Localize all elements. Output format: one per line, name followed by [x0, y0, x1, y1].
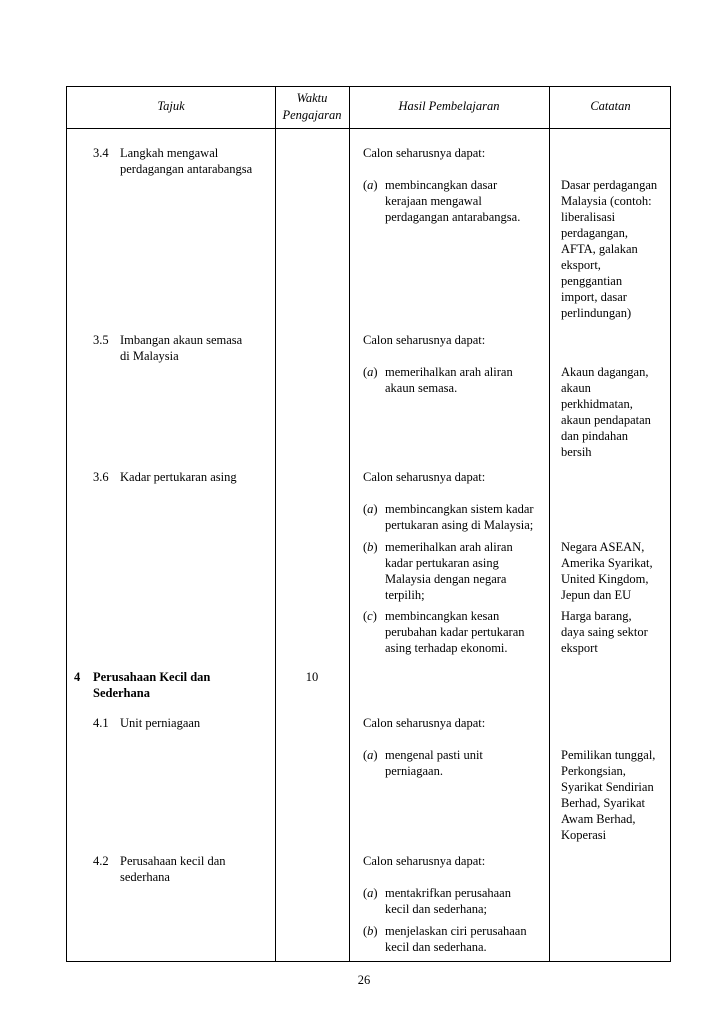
note-text: Perkongsian, — [561, 764, 626, 778]
item-text: mengenal pasti unit — [385, 748, 483, 762]
item-text: pertukaran asing di Malaysia; — [385, 518, 534, 532]
note-text: perkhidmatan, — [561, 397, 633, 411]
topic-title: sederhana — [120, 870, 170, 884]
item-label: (a) — [363, 365, 378, 379]
teaching-time: 10 — [305, 670, 319, 684]
note-text: Syarikat Sendirian — [561, 780, 654, 794]
column-divider — [275, 87, 276, 961]
note-text: Harga barang, — [561, 609, 632, 623]
note-text: United Kingdom, — [561, 572, 649, 586]
topic-number: 4.1 — [93, 716, 109, 730]
learning-outcome-intro: Calon seharusnya dapat: — [363, 716, 486, 730]
item-text: kadar pertukaran asing — [385, 556, 499, 570]
note-text: penggantian — [561, 274, 623, 288]
item-text: kecil dan sederhana; — [385, 902, 488, 916]
note-text: Awam Berhad, — [561, 812, 636, 826]
header-catatan: Catatan — [590, 99, 631, 113]
note-text: Amerika Syarikat, — [561, 556, 653, 570]
topic-number: 4.2 — [93, 854, 109, 868]
header-waktu-line2: Pengajaran — [282, 108, 342, 122]
note-text: akaun pendapatan — [561, 413, 651, 427]
item-text: akaun semasa. — [385, 381, 458, 395]
note-text: akaun — [561, 381, 591, 395]
item-text: kecil dan sederhana. — [385, 940, 487, 954]
topic-title: Langkah mengawal — [120, 146, 219, 160]
item-label: (a) — [363, 748, 378, 762]
learning-outcome-intro: Calon seharusnya dapat: — [363, 854, 486, 868]
note-text: Akaun dagangan, — [561, 365, 649, 379]
section-title: Sederhana — [93, 686, 150, 700]
note-text: eksport — [561, 641, 598, 655]
item-text: perniagaan. — [385, 764, 443, 778]
note-text: bersih — [561, 445, 592, 459]
item-text: perubahan kadar pertukaran — [385, 625, 525, 639]
header-waktu-line1: Waktu — [296, 91, 328, 105]
topic-number: 3.5 — [93, 333, 109, 347]
item-label: (a) — [363, 886, 378, 900]
item-text: membincangkan sistem kadar — [385, 502, 534, 516]
item-text: membincangkan kesan — [385, 609, 500, 623]
item-text: memerihalkan arah aliran — [385, 365, 513, 379]
note-text: import, dasar — [561, 290, 627, 304]
note-text: AFTA, galakan — [561, 242, 638, 256]
topic-title: perdagangan antarabangsa — [120, 162, 253, 176]
note-text: perlindungan) — [561, 306, 632, 320]
note-text: dan pindahan — [561, 429, 628, 443]
learning-outcome-intro: Calon seharusnya dapat: — [363, 470, 486, 484]
note-text: Jepun dan EU — [561, 588, 632, 602]
header-divider — [67, 128, 670, 129]
item-label: (b) — [363, 924, 378, 938]
topic-number: 3.6 — [93, 470, 109, 484]
item-text: membincangkan dasar — [385, 178, 498, 192]
note-text: Koperasi — [561, 828, 607, 842]
topic-title: Perusahaan kecil dan — [120, 854, 226, 868]
note-text: Malaysia (contoh: — [561, 194, 652, 208]
item-text: Malaysia dengan negara — [385, 572, 507, 586]
item-text: perdagangan antarabangsa. — [385, 210, 521, 224]
note-text: eksport, — [561, 258, 601, 272]
note-text: Berhad, Syarikat — [561, 796, 646, 810]
note-text: liberalisasi — [561, 210, 616, 224]
item-label: (c) — [363, 609, 377, 623]
syllabus-table — [66, 86, 671, 962]
learning-outcome-intro: Calon seharusnya dapat: — [363, 146, 486, 160]
learning-outcome-intro: Calon seharusnya dapat: — [363, 333, 486, 347]
topic-title: Unit perniagaan — [120, 716, 201, 730]
item-label: (a) — [363, 178, 378, 192]
section-number: 4 — [74, 670, 81, 684]
item-label: (b) — [363, 540, 378, 554]
item-text: asing terhadap ekonomi. — [385, 641, 508, 655]
item-text: kerajaan mengawal — [385, 194, 482, 208]
item-text: menjelaskan ciri perusahaan — [385, 924, 527, 938]
note-text: Negara ASEAN, — [561, 540, 645, 554]
column-divider — [549, 87, 550, 961]
note-text: Dasar perdagangan — [561, 178, 658, 192]
section-title: Perusahaan Kecil dan — [93, 670, 211, 684]
item-text: memerihalkan arah aliran — [385, 540, 513, 554]
item-label: (a) — [363, 502, 378, 516]
topic-title: di Malaysia — [120, 349, 179, 363]
topic-title: Imbangan akaun semasa — [120, 333, 243, 347]
topic-number: 3.4 — [93, 146, 109, 160]
note-text: perdagangan, — [561, 226, 628, 240]
note-text: daya saing sektor — [561, 625, 648, 639]
topic-title: Kadar pertukaran asing — [120, 470, 237, 484]
page-number: 26 — [357, 973, 371, 987]
note-text: Pemilikan tunggal, — [561, 748, 656, 762]
header-hasil: Hasil Pembelajaran — [398, 99, 500, 113]
column-divider — [349, 87, 350, 961]
item-text: terpilih; — [385, 588, 425, 602]
item-text: mentakrifkan perusahaan — [385, 886, 511, 900]
header-tajuk: Tajuk — [157, 99, 185, 113]
